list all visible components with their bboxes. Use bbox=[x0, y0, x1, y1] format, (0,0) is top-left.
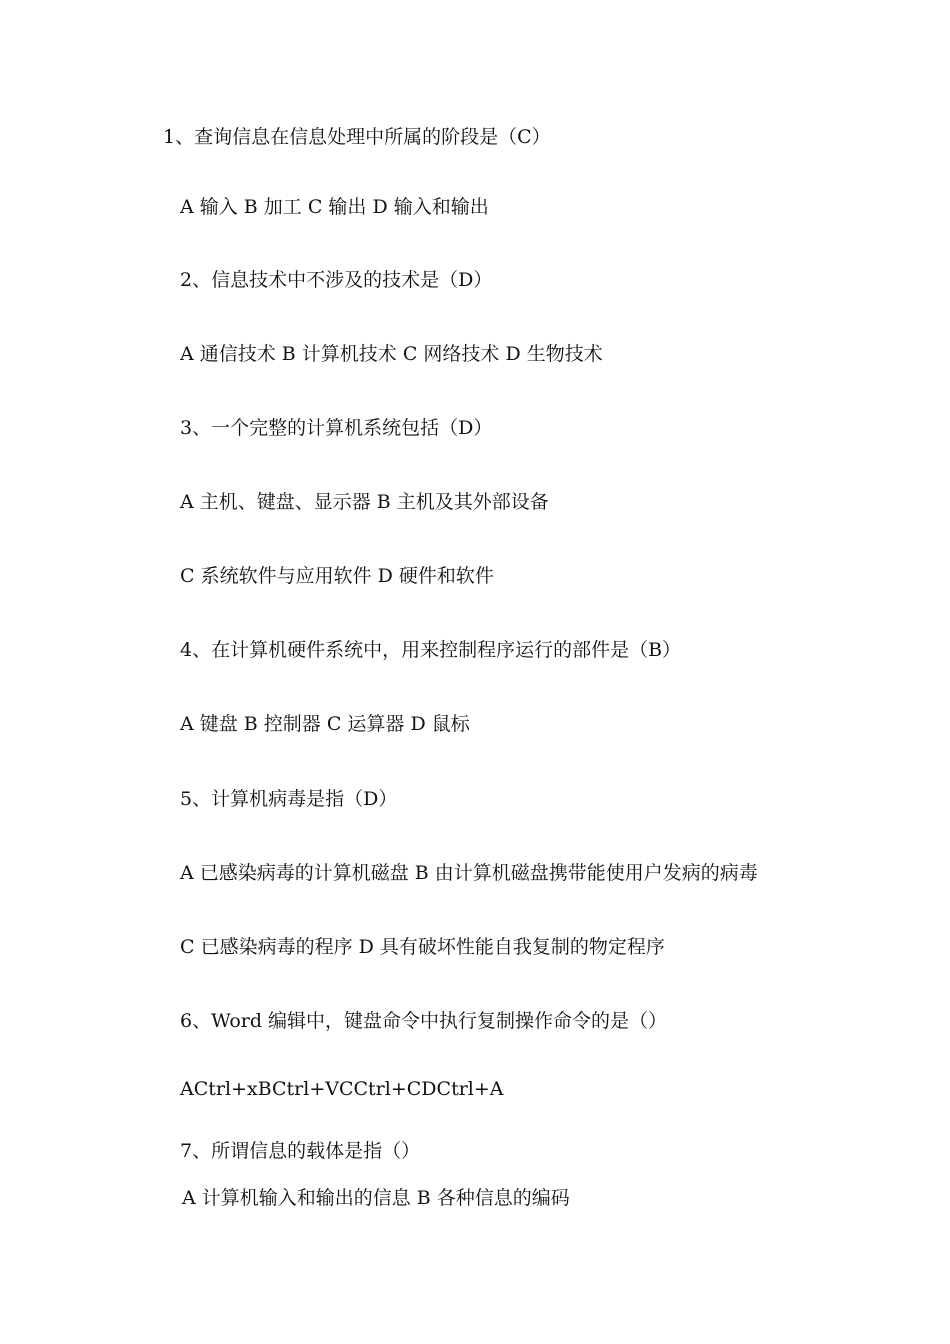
question-2-options: A 通信技术 B 计算机技术 C 网络技术 D 生物技术 bbox=[180, 343, 603, 365]
question-7-options: A 计算机输入和输出的信息 B 各种信息的编码 bbox=[182, 1187, 570, 1209]
question-7: 7、所谓信息的载体是指（） bbox=[180, 1140, 421, 1162]
question-5-options-ab: A 已感染病毒的计算机磁盘 B 由计算机磁盘携带能使用户发病的病毒 bbox=[180, 862, 758, 884]
question-1-options: A 输入 B 加工 C 输出 D 输入和输出 bbox=[180, 196, 489, 218]
question-4-options: A 键盘 B 控制器 C 运算器 D 鼠标 bbox=[180, 713, 470, 735]
question-6-options: ACtrl+xBCtrl+VCCtrl+CDCtrl+A bbox=[180, 1078, 504, 1100]
question-6: 6、Word 编辑中，键盘命令中执行复制操作命令的是（） bbox=[180, 1010, 668, 1032]
question-5-options-cd: C 已感染病毒的程序 D 具有破坏性能自我复制的物定程序 bbox=[180, 936, 665, 958]
question-5: 5、计算机病毒是指（D） bbox=[180, 788, 398, 810]
question-3-options-ab: A 主机、键盘、显示器 B 主机及其外部设备 bbox=[180, 491, 549, 513]
question-4: 4、在计算机硬件系统中，用来控制程序运行的部件是（B） bbox=[180, 639, 682, 661]
question-3-options-cd: C 系统软件与应用软件 D 硬件和软件 bbox=[180, 565, 494, 587]
question-3: 3、一个完整的计算机系统包括（D） bbox=[180, 417, 493, 439]
question-1: 1、查询信息在信息处理中所属的阶段是（C） bbox=[163, 126, 551, 148]
question-2: 2、信息技术中不涉及的技术是（D） bbox=[180, 269, 493, 291]
